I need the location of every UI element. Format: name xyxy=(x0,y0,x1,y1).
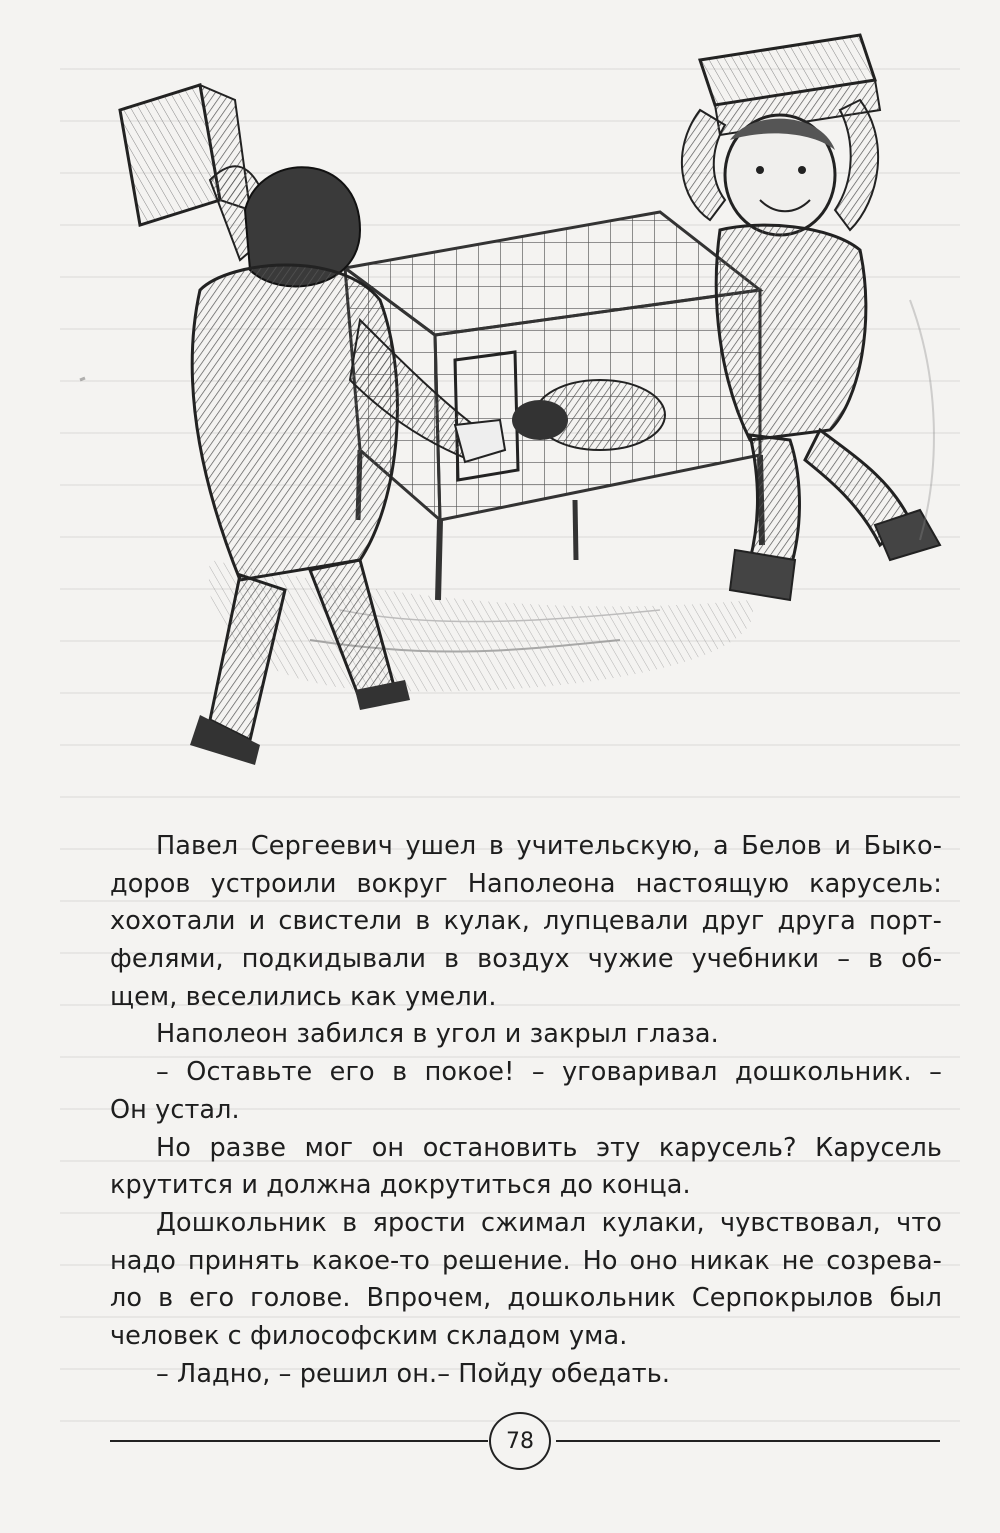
illustration-svg xyxy=(60,0,960,820)
text-line: крутится и должна докрутиться до конца. xyxy=(110,1170,691,1201)
right-boy xyxy=(682,35,940,600)
text-line: доров устроили вокруг Наполеона настоящую карусель: xyxy=(110,868,942,899)
floor-shading xyxy=(209,560,753,692)
footer-rule-left xyxy=(110,1440,488,1442)
text-line: ло в его голове. Впрочем, дошкольник Серпокрылов был xyxy=(110,1283,942,1314)
text-line: Он устал. xyxy=(110,1094,240,1125)
body-text xyxy=(110,828,942,1393)
text-line: – Оставьте его в покое! – уговаривал дошкольник. – xyxy=(156,1057,942,1088)
text-line: человек с философским складом ума. xyxy=(110,1320,628,1351)
text-line: Наполеон забился в угол и закрыл глаза. xyxy=(156,1019,719,1050)
text-line: надо принять какое-то решение. Но оно никак не созрева- xyxy=(110,1245,942,1276)
page-number: 78 xyxy=(489,1412,551,1470)
sketch-illustration xyxy=(60,0,960,820)
text-line: Павел Сергеевич ушел в учительскую, а Белов и Быко- xyxy=(156,831,942,861)
text-line: хохотали и свистели в кулак, лупцевали друг друга порт- xyxy=(110,906,942,937)
text-line: фелями, подкидывали в воздух чужие учебники – в об- xyxy=(110,944,942,975)
text-line: щем, веселились как умели. xyxy=(110,981,497,1012)
text-line: Но разве мог он остановить эту карусель? Карусель xyxy=(156,1132,942,1163)
text-line: Дошкольник в ярости сжимал кулаки, чувствовал, что xyxy=(156,1207,942,1238)
text-line: – Ладно, – решил он.– Пойду обедать. xyxy=(156,1358,671,1389)
footer-rule-right xyxy=(556,1440,940,1442)
